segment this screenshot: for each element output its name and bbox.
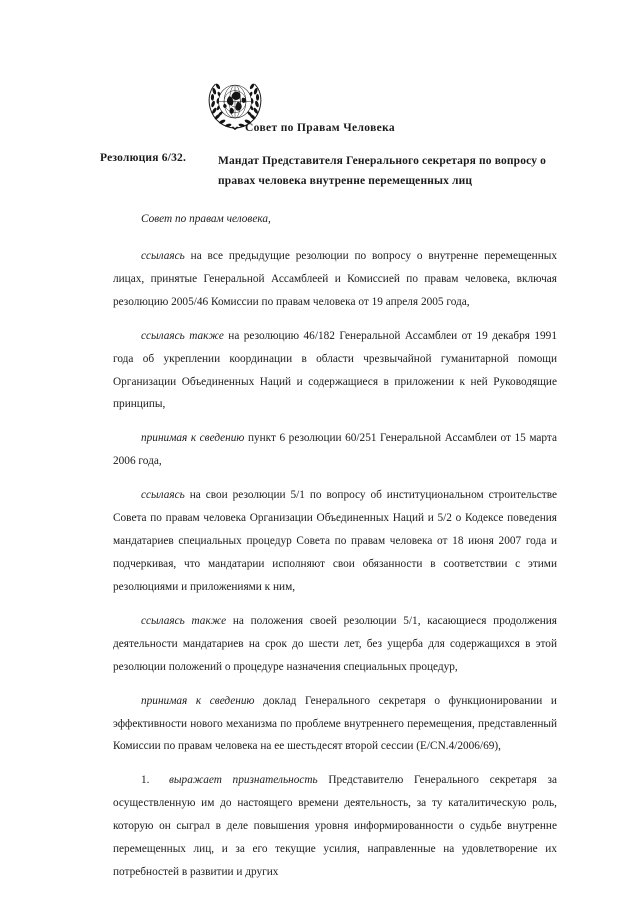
salutation-text: Совет по правам человека, [141, 213, 271, 225]
paragraph-lead-in: ссылаясь [141, 249, 185, 262]
paragraph-text: на положения своей резолюции 5/1, касающиеся продолжения деятельности мандатариев на срок до шести лет, без ущерба для содержащихся в этой резолюции положений о процедуре назначения специальных процедур, [113, 614, 558, 673]
organ-heading: Совет по Правам Человека [245, 122, 395, 134]
resolution-number: Резолюция 6/32. [100, 152, 187, 164]
resolution-title: Мандат Представителя Генерального секретаря по вопросу о правах человека внутренне перемещенных лиц [218, 155, 547, 187]
paragraph-text: на резолюцию 46/182 Генеральной Ассамблеи от 19 декабря 1991 года об укреплении координации в области чрезвычайной гуманитарной помощи Организации Объединенных Наций и содержащиеся в приложении к ней Руководящие принципы, [113, 329, 557, 411]
preambular-paragraph [113, 245, 557, 314]
paragraph-lead-in: принимая к сведению [141, 432, 245, 445]
operative-paragraph [113, 769, 557, 884]
paragraph-text: Представителю Генерального секретаря за осуществленную им до настоящего времени деятельность, за ту каталитическую роль, которую он сыграл в деле повышения уровня информированности о судьбе внутренне перемещенных лиц, и за его текущие усилия, направленные на удовлетворение их потребностей в развитии и других [113, 774, 557, 879]
preambular-paragraph [113, 484, 557, 599]
paragraph-lead-in: принимая к сведению [141, 694, 255, 707]
resolution-title-block [100, 152, 558, 192]
paragraph-text: пункт 6 резолюции 60/251 Генеральной Ассамблеи от 15 марта 2006 года, [113, 432, 557, 468]
preambular-paragraph [113, 610, 557, 679]
paragraph-lead-in: выражает признательность [169, 774, 318, 787]
preambular-paragraph [113, 427, 557, 473]
paragraph-lead-in: ссылаясь также [141, 329, 224, 342]
paragraph-text: доклад Генерального секретаря о функционировании и эффективности нового механизма по проблеме внутреннего перемещения, представленный Комиссии по правам человека на ее шестьдесят второй сессии (E/CN.4/2006/69), [113, 694, 557, 753]
preambular-paragraph [113, 325, 557, 417]
paragraph-text: на все предыдущие резолюции по вопросу о внутренне перемещенных лицах, принятые Генеральной Ассамблеей и Комиссией по правам человека, включая резолюцию 2005/46 Комиссии по правам человека от 19 апреля 2005 года, [113, 249, 557, 308]
preambular-paragraph [113, 690, 557, 759]
salutation [113, 208, 557, 231]
paragraph-text: на свои резолюции 5/1 по вопросу об институциональном строительстве Совета по правам человека Организации Объединенных Наций и 5/2 о Кодексе поведения мандатариев специальных процедур Совета по правам человека от 18 июня 2007 года и подчеркивая, что мандатарии исполняют свои обязанности в соответствии с этими резолюциями и приложениями к ним, [113, 489, 557, 593]
paragraph-number: 1. [141, 774, 150, 787]
paragraph-lead-in: ссылаясь [141, 489, 185, 502]
paragraph-lead-in: ссылаясь также [141, 614, 227, 627]
resolution-body [113, 208, 557, 895]
